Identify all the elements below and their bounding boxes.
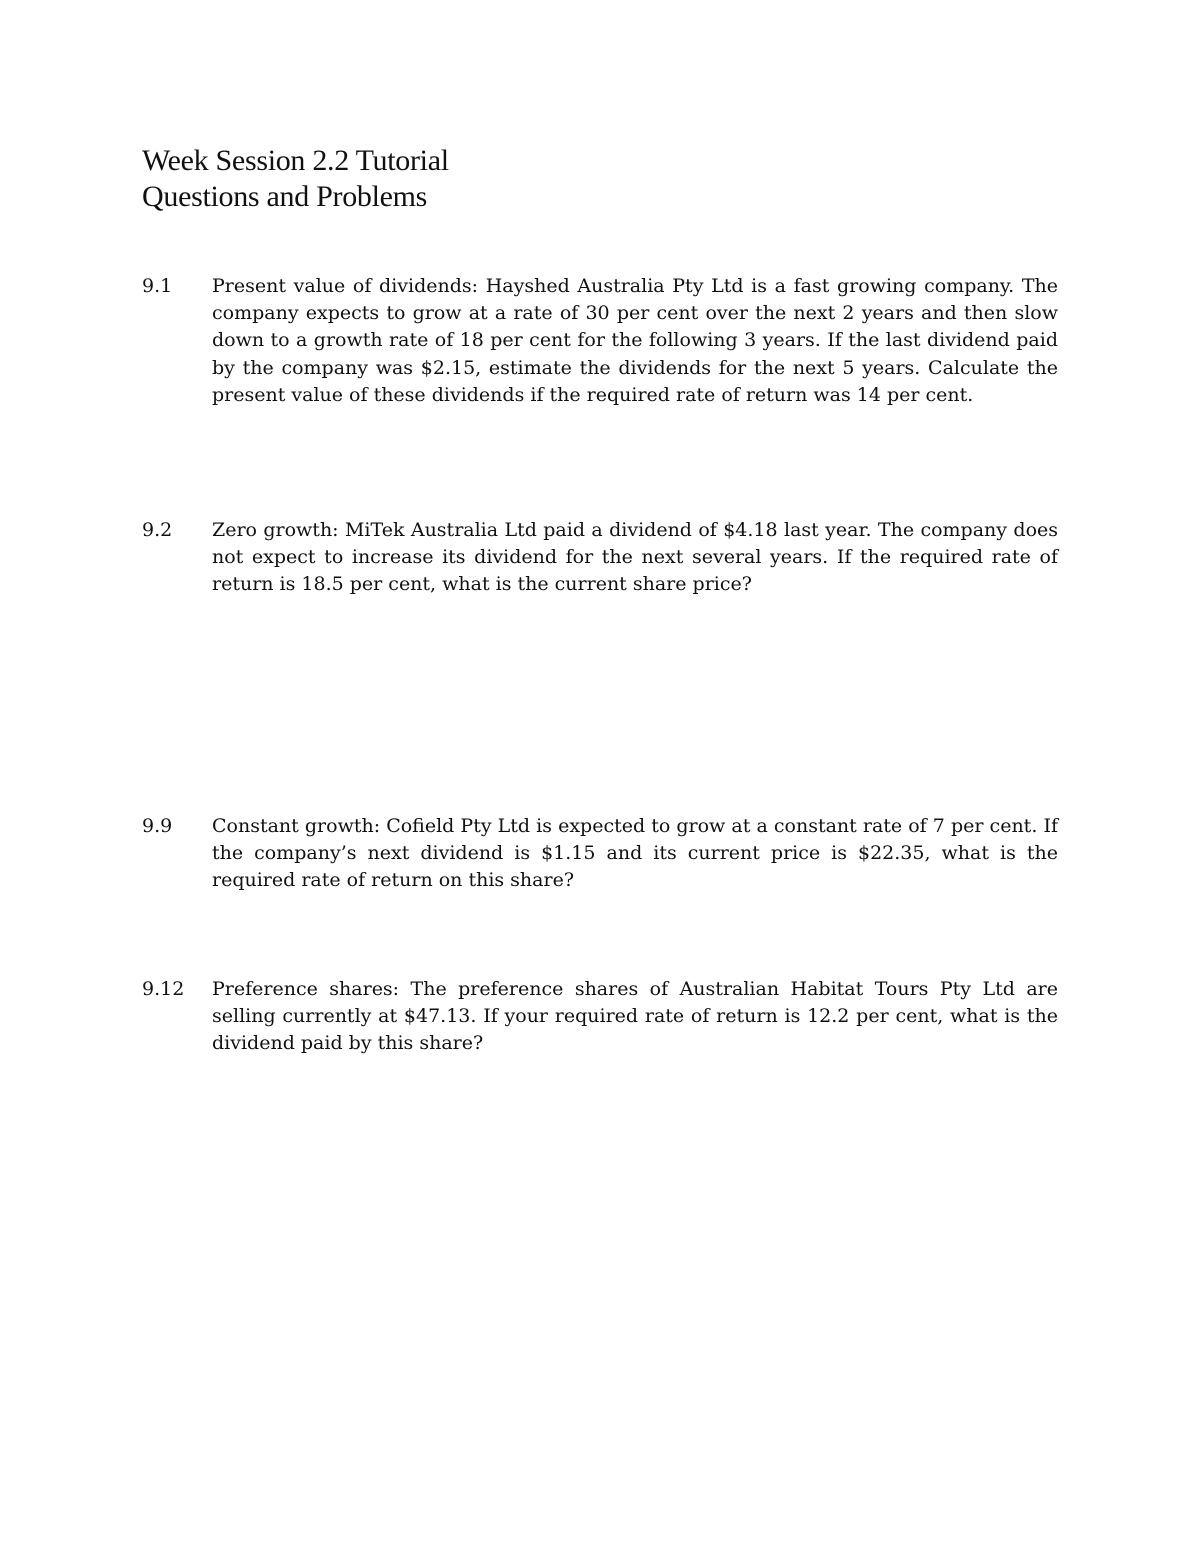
question-number: 9.2 (142, 519, 173, 541)
question-text: Preference shares: The preference shares of Australian Habitat Tours Pty Ltd are selling currently at $47.13. If your required rate of return is 12.2 per cent, what is the dividend paid by this share? (212, 978, 1058, 1055)
title-line-1: Week Session 2.2 Tutorial (142, 144, 449, 177)
question-number: 9.12 (142, 978, 185, 1000)
document-heading (142, 143, 449, 215)
question-9-1 (142, 273, 1058, 409)
question-9-2 (142, 517, 1058, 599)
title-line-2: Questions and Problems (142, 180, 428, 213)
question-9-12 (142, 976, 1058, 1058)
question-number: 9.9 (142, 815, 173, 837)
question-text: Constant growth: Cofield Pty Ltd is expected to grow at a constant rate of 7 per cent. If the company’s next dividend is $1.15 and its current price is $22.35, what is the required rate of return on this share? (212, 815, 1058, 892)
question-text: Zero growth: MiTek Australia Ltd paid a dividend of $4.18 last year. The company does not expect to increase its dividend for the next several years. If the required rate of return is 18.5 per cent, what is the current share price? (212, 519, 1058, 596)
question-9-9 (142, 813, 1058, 895)
question-text: Present value of dividends: Hayshed Australia Pty Ltd is a fast growing company. The company expects to grow at a rate of 30 per cent over the next 2 years and then slow down to a growth rate of 18 per cent for the following 3 years. If the last dividend paid by the company was $2.15, estimate the dividends for the next 5 years. Calculate the present value of these dividends if the required rate of return was 14 per cent. (212, 275, 1058, 406)
question-number: 9.1 (142, 275, 173, 297)
